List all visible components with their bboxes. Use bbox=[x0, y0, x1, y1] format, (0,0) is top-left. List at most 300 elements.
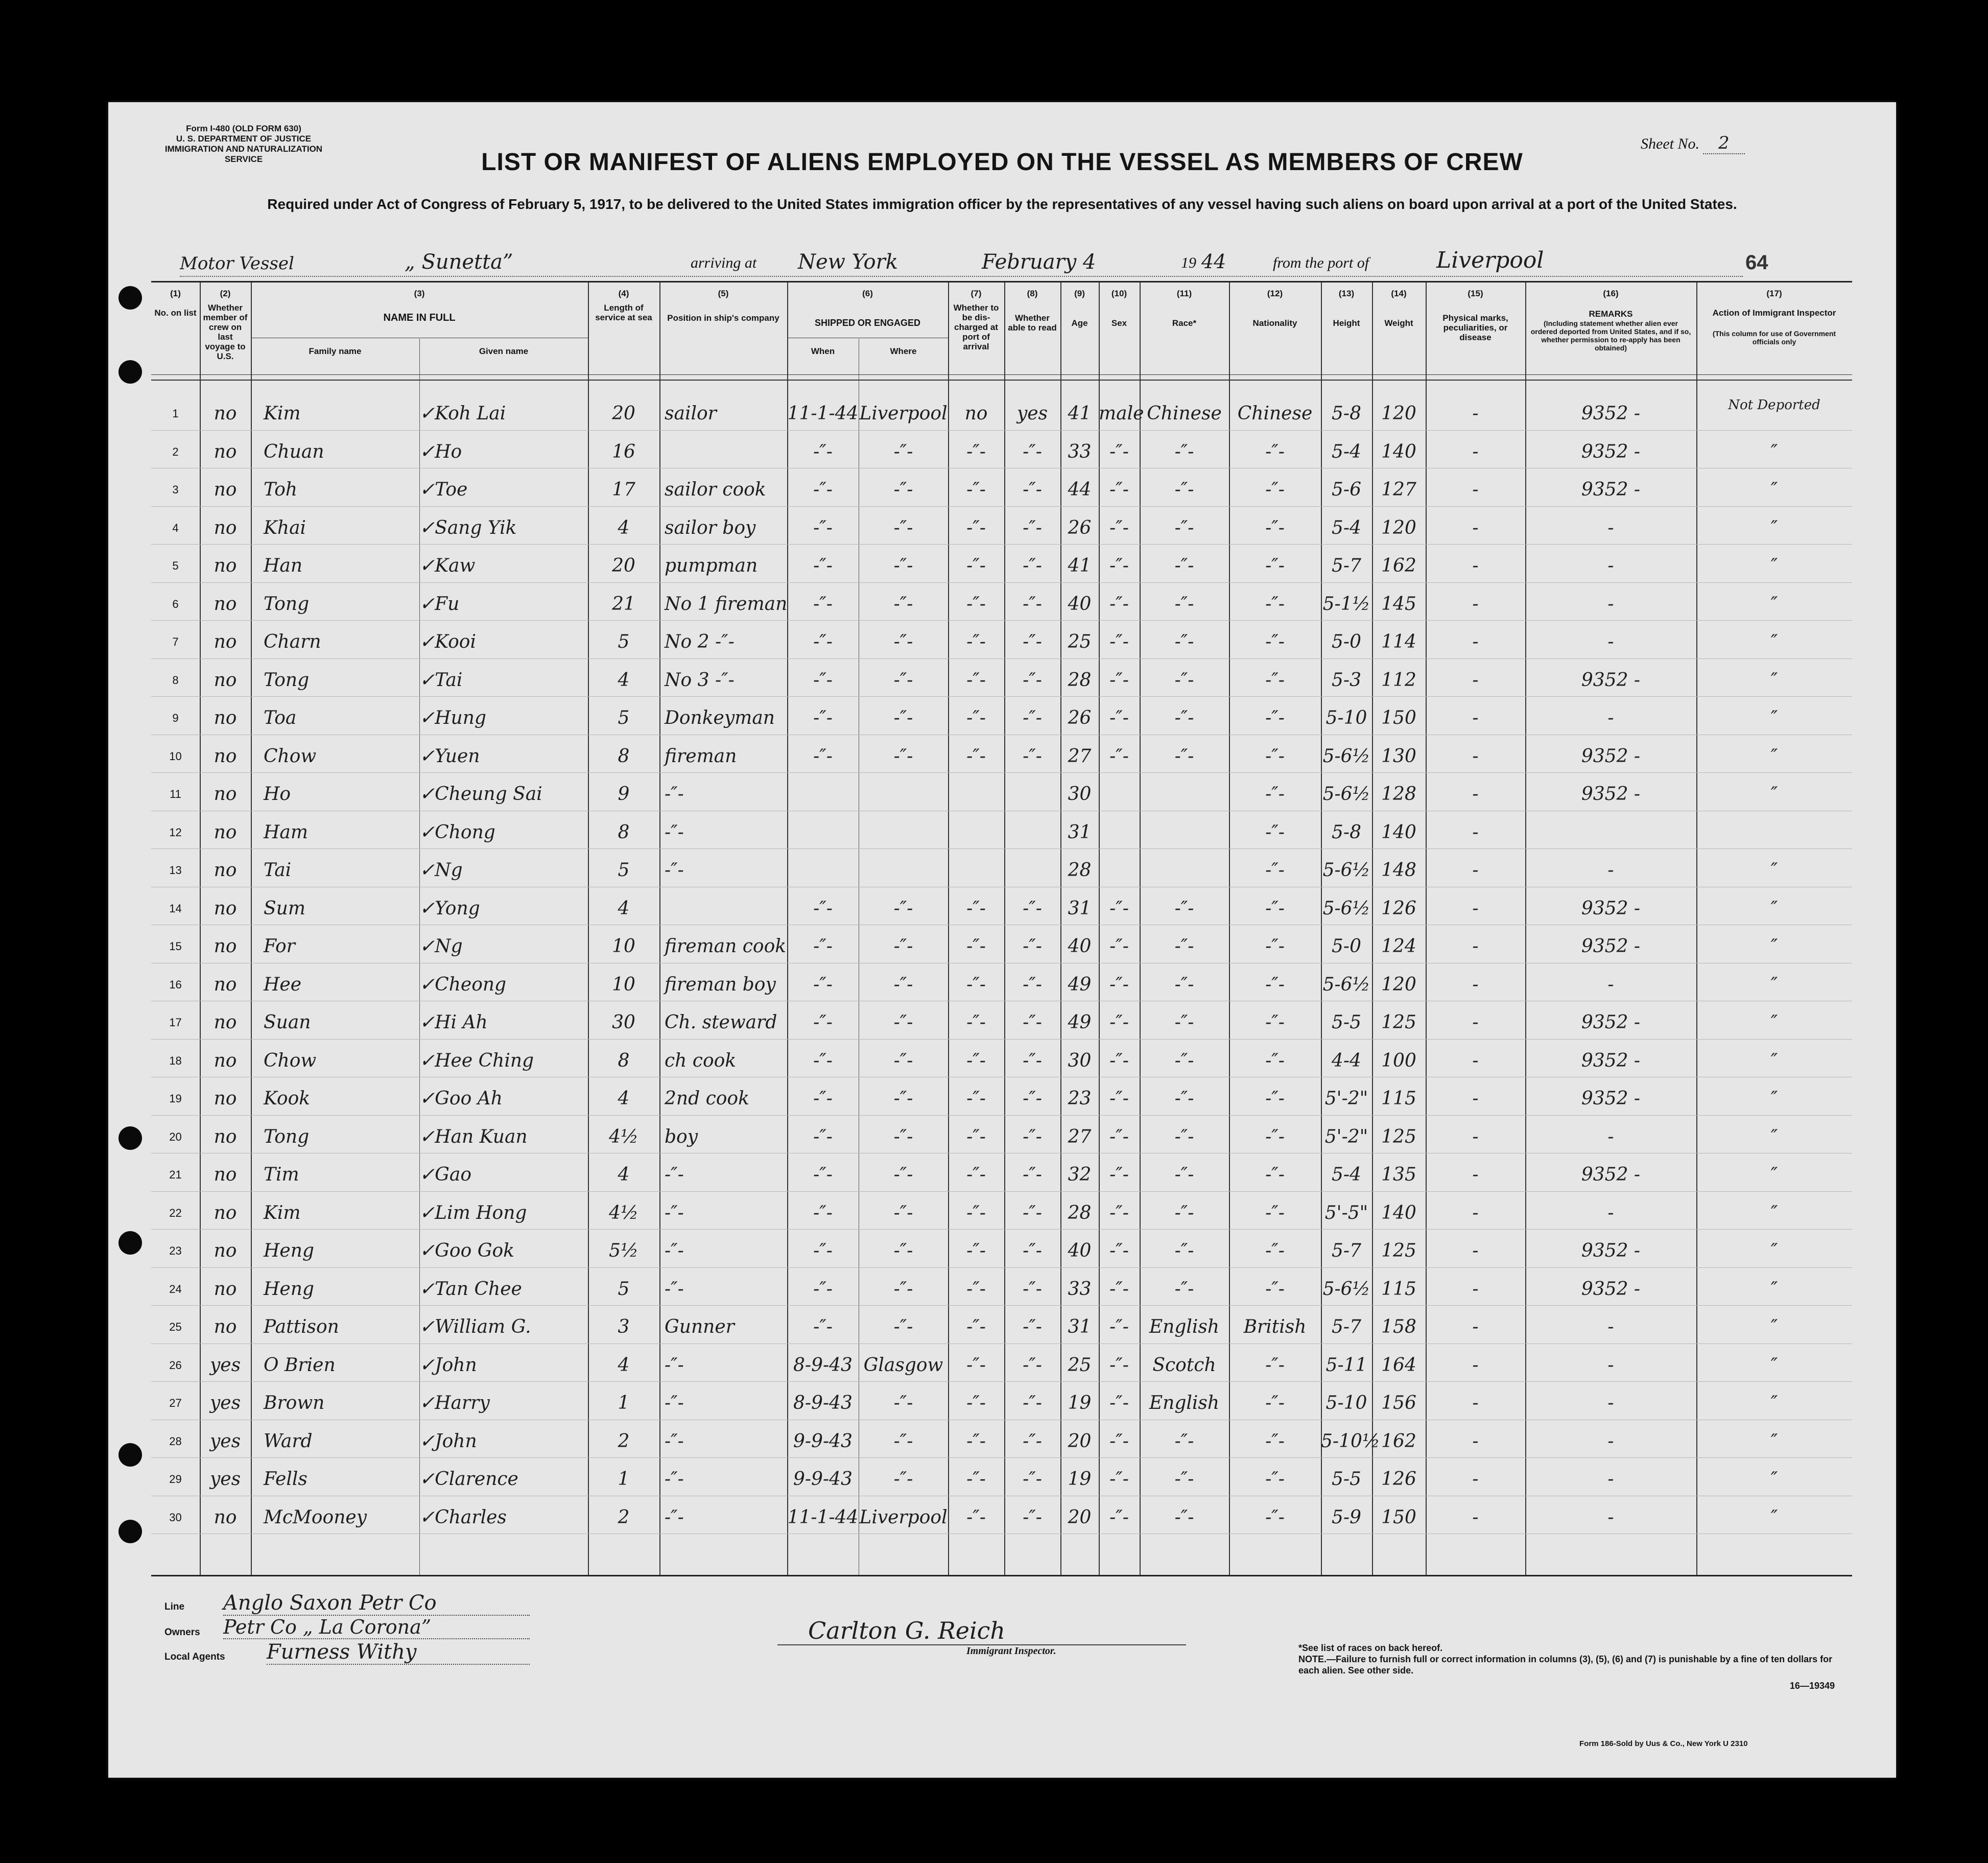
cell-given: ✓Kaw bbox=[419, 555, 476, 576]
cell-prev: no bbox=[214, 479, 237, 500]
cell-where: -″- bbox=[893, 898, 913, 919]
cell-height: 5'-5" bbox=[1324, 1202, 1368, 1223]
races-note: *See list of races on back hereof. bbox=[1298, 1643, 1443, 1653]
cell-height: 5-4 bbox=[1332, 1164, 1361, 1185]
cell-family: Heng bbox=[264, 1278, 314, 1300]
inspector-signature-block bbox=[777, 1617, 1186, 1657]
cell-nat: -″- bbox=[1265, 1354, 1285, 1376]
cell-given: ✓Kooi bbox=[419, 631, 476, 652]
cell-read: -″- bbox=[1023, 1278, 1042, 1300]
cell-marks: - bbox=[1472, 1278, 1479, 1300]
cell-sex: -″- bbox=[1109, 1164, 1129, 1185]
cell-no: 30 bbox=[169, 1511, 182, 1524]
cell-height: 5-4 bbox=[1332, 441, 1361, 462]
cell-nat: -″- bbox=[1265, 1164, 1285, 1185]
column-number: (6) bbox=[862, 289, 873, 298]
cell-marks: - bbox=[1472, 1506, 1479, 1528]
cell-weight: 112 bbox=[1381, 669, 1416, 691]
cell-when: -″- bbox=[813, 745, 833, 767]
cell-when bbox=[787, 852, 859, 889]
cell-remarks: - bbox=[1607, 517, 1614, 538]
cell-service: 1 bbox=[618, 1469, 630, 1490]
cell-read: -″- bbox=[1023, 669, 1042, 691]
cell-age: 33 bbox=[1068, 1278, 1092, 1300]
table-row bbox=[151, 852, 1852, 890]
cell-where: -″- bbox=[893, 1278, 913, 1300]
table-row bbox=[151, 395, 1852, 433]
cell-marks: - bbox=[1472, 784, 1479, 805]
cell-race: Chinese bbox=[1147, 403, 1222, 424]
table-row bbox=[151, 1423, 1852, 1461]
header-discharged: Whether to be dis-charged at port of arrival bbox=[953, 303, 999, 351]
cell-height: 5-7 bbox=[1332, 1240, 1361, 1261]
cell-action: ″ bbox=[1770, 441, 1778, 462]
cell-nat: -″- bbox=[1265, 669, 1285, 691]
cell-marks: - bbox=[1472, 936, 1479, 957]
cell-action: ″ bbox=[1770, 1393, 1778, 1413]
cell-prev: no bbox=[214, 745, 237, 767]
cell-disch: -″- bbox=[966, 441, 986, 462]
table-row bbox=[151, 966, 1852, 1004]
line-value: Anglo Saxon Petr Co bbox=[223, 1591, 530, 1616]
cell-disch bbox=[948, 852, 1004, 889]
cell-age: 26 bbox=[1068, 708, 1092, 728]
cell-read: -″- bbox=[1023, 1012, 1042, 1033]
cell-height: 5-6 bbox=[1332, 479, 1361, 500]
sheet-number: 2 bbox=[1703, 133, 1745, 154]
cell-race: -″- bbox=[1174, 936, 1194, 957]
cell-race: English bbox=[1149, 1316, 1220, 1337]
cell-marks: - bbox=[1472, 1126, 1479, 1147]
column-number: (14) bbox=[1391, 289, 1407, 298]
cell-sex bbox=[1099, 814, 1140, 852]
cell-action: ″ bbox=[1770, 936, 1778, 957]
cell-action: ″ bbox=[1770, 669, 1778, 691]
cell-sex: -″- bbox=[1109, 441, 1129, 462]
cell-service: 5 bbox=[618, 1278, 630, 1300]
cell-height: 5-10 bbox=[1326, 1393, 1367, 1413]
cell-when: -″- bbox=[813, 1240, 833, 1261]
cell-nat: -″- bbox=[1265, 517, 1285, 538]
cell-height: 5-3 bbox=[1332, 669, 1361, 691]
header-age: Age bbox=[1071, 318, 1088, 328]
cell-race: -″- bbox=[1174, 1164, 1194, 1185]
cell-service: 4 bbox=[618, 898, 630, 919]
cell-when: -″- bbox=[813, 631, 833, 652]
cell-remarks: 9352 - bbox=[1581, 1088, 1641, 1109]
cell-action: ″ bbox=[1770, 517, 1778, 538]
header-height: Height bbox=[1333, 318, 1360, 328]
cell-height: 5-6½ bbox=[1322, 898, 1370, 919]
cell-sex: -″- bbox=[1109, 936, 1129, 957]
cell-remarks: - bbox=[1607, 1469, 1614, 1490]
cell-height: 5-10 bbox=[1326, 708, 1367, 728]
cell-height: 5-6½ bbox=[1322, 974, 1370, 995]
cell-when: -″- bbox=[813, 593, 833, 615]
cell-no: 29 bbox=[169, 1473, 182, 1485]
cell-age: 31 bbox=[1068, 898, 1092, 919]
cell-when: -″- bbox=[813, 936, 833, 957]
cell-marks: - bbox=[1472, 1050, 1479, 1071]
cell-age: 25 bbox=[1068, 631, 1092, 652]
cell-nat: -″- bbox=[1265, 936, 1285, 957]
arriving-at-port: New York bbox=[798, 250, 898, 274]
cell-race: Scotch bbox=[1152, 1354, 1216, 1376]
manifest-sheet bbox=[108, 102, 1896, 1778]
year-prefix: 19 bbox=[1181, 254, 1196, 271]
cell-read: -″- bbox=[1023, 631, 1042, 652]
cell-action: ″ bbox=[1770, 479, 1778, 500]
cell-height: 5-6½ bbox=[1322, 1278, 1370, 1300]
header-prev-voyage: Whether member of crew on last voyage to U.S. bbox=[203, 303, 248, 361]
cell-position: -″- bbox=[665, 821, 684, 843]
column-number: (1) bbox=[170, 289, 181, 298]
cell-read: -″- bbox=[1023, 1050, 1042, 1071]
cell-action: ″ bbox=[1770, 1126, 1778, 1147]
binder-hole bbox=[119, 286, 142, 310]
cell-action: ″ bbox=[1770, 745, 1778, 767]
cell-remarks bbox=[1525, 814, 1696, 852]
cell-read: -″- bbox=[1023, 1126, 1042, 1147]
header-action-note: (This column for use of Government officials only bbox=[1712, 329, 1836, 346]
cell-no: 12 bbox=[169, 826, 182, 839]
cell-height: 5-10½ bbox=[1321, 1430, 1380, 1452]
cell-action: ″ bbox=[1770, 1469, 1778, 1490]
cell-when: -″- bbox=[813, 517, 833, 538]
cell-read: -″- bbox=[1023, 1316, 1042, 1337]
cell-read: -″- bbox=[1023, 745, 1042, 767]
cell-age: 41 bbox=[1068, 555, 1092, 576]
cell-read: yes bbox=[1016, 403, 1048, 424]
cell-marks: - bbox=[1472, 821, 1479, 843]
cell-weight: 120 bbox=[1381, 403, 1416, 424]
cell-disch bbox=[948, 775, 1004, 813]
cell-where: -″- bbox=[893, 1126, 913, 1147]
cell-read: -″- bbox=[1023, 708, 1042, 728]
cell-sex: -″- bbox=[1109, 745, 1129, 767]
cell-service: 4 bbox=[618, 1088, 630, 1109]
cell-sex: -″- bbox=[1109, 1316, 1129, 1337]
cell-remarks: - bbox=[1607, 1430, 1614, 1452]
cell-height: 5-6½ bbox=[1322, 784, 1370, 805]
cell-race: -″- bbox=[1174, 555, 1194, 576]
cell-weight: 145 bbox=[1381, 593, 1416, 615]
cell-height: 5-9 bbox=[1332, 1506, 1361, 1528]
cell-nat: -″- bbox=[1265, 1126, 1285, 1147]
cell-race: -″- bbox=[1174, 1012, 1194, 1033]
cell-disch bbox=[948, 814, 1004, 852]
cell-marks: - bbox=[1472, 555, 1479, 576]
cell-where: -″- bbox=[893, 441, 913, 462]
cell-sex: -″- bbox=[1109, 479, 1129, 500]
cell-age: 30 bbox=[1068, 784, 1092, 805]
cell-position: sailor cook bbox=[665, 479, 766, 500]
table-row bbox=[151, 1460, 1852, 1499]
cell-remarks: 9352 - bbox=[1581, 1240, 1641, 1261]
cell-age: 20 bbox=[1068, 1506, 1092, 1528]
cell-action: ″ bbox=[1770, 1202, 1778, 1223]
cell-position: -″- bbox=[665, 1469, 684, 1490]
cell-position: -″- bbox=[665, 1240, 684, 1261]
cell-family: Han bbox=[264, 555, 303, 576]
cell-service: 5½ bbox=[609, 1240, 638, 1261]
cell-when: -″- bbox=[813, 441, 833, 462]
cell-family: Chow bbox=[264, 1050, 317, 1071]
cell-family: Tim bbox=[264, 1164, 299, 1185]
cell-age: 20 bbox=[1068, 1430, 1092, 1452]
cell-age: 23 bbox=[1068, 1088, 1092, 1109]
cell-service: 4 bbox=[618, 669, 630, 691]
cell-service: 5 bbox=[618, 860, 630, 881]
cell-read: -″- bbox=[1023, 1088, 1042, 1109]
header-position: Position in ship's company bbox=[667, 313, 779, 323]
cell-height: 5'-2" bbox=[1324, 1088, 1368, 1109]
cell-weight: 115 bbox=[1381, 1278, 1416, 1300]
header-rule bbox=[151, 380, 1852, 381]
cell-prev: no bbox=[214, 631, 237, 652]
cell-action: ″ bbox=[1770, 1088, 1778, 1109]
cell-service: 4 bbox=[618, 1354, 630, 1376]
table-row bbox=[151, 1004, 1852, 1042]
cell-age: 31 bbox=[1068, 1316, 1092, 1337]
cell-weight: 125 bbox=[1381, 1126, 1416, 1147]
cell-race bbox=[1140, 814, 1229, 852]
cell-where: -″- bbox=[893, 1202, 913, 1223]
cell-age: 19 bbox=[1068, 1469, 1092, 1490]
cell-disch: -″- bbox=[966, 745, 986, 767]
cell-where: -″- bbox=[893, 517, 913, 538]
cell-where: -″- bbox=[893, 974, 913, 995]
cell-where: -″- bbox=[893, 593, 913, 615]
cell-given: ✓Fu bbox=[419, 593, 460, 615]
cell-where bbox=[859, 814, 948, 852]
cell-age: 25 bbox=[1068, 1354, 1092, 1376]
cell-service: 20 bbox=[612, 555, 635, 576]
column-number: (9) bbox=[1074, 289, 1085, 298]
cell-nat: -″- bbox=[1265, 1202, 1285, 1223]
cell-age: 40 bbox=[1068, 593, 1092, 615]
cell-family: Kim bbox=[264, 403, 301, 424]
cell-read bbox=[1004, 852, 1060, 889]
cell-weight: 150 bbox=[1381, 708, 1416, 728]
service: IMMIGRATION AND NATURALIZATION SERVICE bbox=[164, 144, 323, 164]
cell-given: ✓Hung bbox=[419, 708, 486, 728]
cell-no: 17 bbox=[169, 1016, 182, 1029]
cell-no: 14 bbox=[169, 902, 182, 915]
cell-when bbox=[787, 775, 859, 813]
cell-action: ″ bbox=[1770, 784, 1778, 805]
cell-race: -″- bbox=[1174, 1240, 1194, 1261]
cell-race: -″- bbox=[1174, 745, 1194, 767]
cell-where: -″- bbox=[893, 1316, 913, 1337]
cell-family: Toh bbox=[264, 479, 298, 500]
cell-remarks: 9352 - bbox=[1581, 441, 1641, 462]
cell-no: 21 bbox=[169, 1168, 182, 1181]
cell-read bbox=[1004, 814, 1060, 852]
cell-service: 10 bbox=[612, 974, 635, 995]
cell-sex: -″- bbox=[1109, 1012, 1129, 1033]
printer-imprint: Form 186-Sold by Uus & Co., New York U 2310 bbox=[1579, 1739, 1748, 1748]
table-row bbox=[151, 1499, 1852, 1537]
table-row bbox=[151, 1156, 1852, 1194]
cell-service: 5 bbox=[618, 708, 630, 728]
penalty-note: NOTE.—Failure to furnish full or correct information in columns (3), (5), (6) and (7) is punishable by a fine of ten dollars for each alien. See other side. bbox=[1298, 1654, 1833, 1676]
cell-when bbox=[787, 814, 859, 852]
cell-remarks: - bbox=[1607, 1126, 1614, 1147]
vessel-line bbox=[180, 247, 1743, 277]
cell-remarks: - bbox=[1607, 631, 1614, 652]
cell-position: -″- bbox=[665, 1430, 684, 1452]
cell-disch: -″- bbox=[966, 555, 986, 576]
cell-position: Ch. steward bbox=[665, 1012, 777, 1033]
cell-disch: -″- bbox=[966, 1012, 986, 1033]
cell-race: -″- bbox=[1174, 1469, 1194, 1490]
cell-service: 4½ bbox=[609, 1202, 638, 1223]
cell-sex: -″- bbox=[1109, 1050, 1129, 1071]
cell-where: -″- bbox=[893, 1088, 913, 1109]
cell-disch: -″- bbox=[966, 593, 986, 615]
cell-position bbox=[659, 890, 792, 928]
cell-disch: -″- bbox=[966, 1202, 986, 1223]
cell-prev: no bbox=[214, 898, 237, 919]
cell-where: -″- bbox=[893, 1469, 913, 1490]
cell-weight: 164 bbox=[1381, 1354, 1416, 1376]
cell-marks: - bbox=[1472, 1164, 1479, 1185]
cell-sex: -″- bbox=[1109, 669, 1129, 691]
cell-read: -″- bbox=[1023, 441, 1042, 462]
cell-sex: -″- bbox=[1109, 974, 1129, 995]
table-row bbox=[151, 547, 1852, 585]
cell-race: English bbox=[1149, 1393, 1220, 1413]
cell-when: -″- bbox=[813, 1316, 833, 1337]
cell-position: fireman boy bbox=[665, 974, 776, 995]
cell-disch: -″- bbox=[966, 1240, 986, 1261]
cell-given: ✓William G. bbox=[419, 1316, 531, 1337]
cell-family: Tong bbox=[264, 1126, 310, 1147]
cell-sex: -″- bbox=[1109, 1354, 1129, 1376]
cell-weight: 140 bbox=[1381, 441, 1416, 462]
crew-manifest-table bbox=[151, 281, 1852, 1576]
cell-action: ″ bbox=[1770, 1050, 1778, 1071]
cell-remarks: - bbox=[1607, 974, 1614, 995]
cell-height: 5-8 bbox=[1332, 403, 1361, 424]
cell-when: -″- bbox=[813, 898, 833, 919]
cell-position: Donkeyman bbox=[665, 708, 775, 728]
cell-service: 30 bbox=[612, 1012, 635, 1033]
cell-nat: -″- bbox=[1265, 1050, 1285, 1071]
cell-no: 18 bbox=[169, 1054, 182, 1067]
cell-marks: - bbox=[1472, 403, 1479, 424]
cell-given: ✓Toe bbox=[419, 479, 468, 500]
cell-disch: no bbox=[964, 403, 988, 424]
cell-where: -″- bbox=[893, 1430, 913, 1452]
cell-sex: -″- bbox=[1109, 708, 1129, 728]
cell-weight: 156 bbox=[1381, 1393, 1416, 1413]
cell-no: 28 bbox=[169, 1434, 182, 1448]
column-number: (8) bbox=[1027, 289, 1038, 298]
table-row bbox=[151, 1232, 1852, 1270]
cell-race: -″- bbox=[1174, 974, 1194, 995]
cell-where bbox=[859, 775, 948, 813]
cell-given: ✓Cheung Sai bbox=[419, 784, 542, 805]
cell-height: 5-7 bbox=[1332, 1316, 1361, 1337]
table-row bbox=[151, 1080, 1852, 1118]
cell-prev: no bbox=[214, 555, 237, 576]
cell-family: Toa bbox=[264, 708, 297, 728]
cell-read: -″- bbox=[1023, 1164, 1042, 1185]
cell-given: ✓Ng bbox=[419, 936, 463, 957]
sheet-label: Sheet No. bbox=[1641, 135, 1699, 152]
table-row bbox=[151, 1308, 1852, 1347]
cell-disch: -″- bbox=[966, 517, 986, 538]
cell-race: -″- bbox=[1174, 708, 1194, 728]
cell-no: 26 bbox=[169, 1358, 182, 1372]
cell-when: -″- bbox=[813, 1164, 833, 1185]
cell-age: 28 bbox=[1068, 860, 1092, 881]
cell-nat: -″- bbox=[1265, 708, 1285, 728]
cell-race: -″- bbox=[1174, 1126, 1194, 1147]
cell-family: Suan bbox=[264, 1012, 311, 1033]
cell-no: 27 bbox=[169, 1397, 182, 1409]
cell-no: 7 bbox=[172, 635, 179, 648]
cell-marks: - bbox=[1472, 669, 1479, 691]
binder-hole bbox=[119, 1443, 142, 1467]
table-row bbox=[151, 699, 1852, 738]
cell-where: -″- bbox=[893, 1393, 913, 1413]
header-nationality: Nationality bbox=[1252, 318, 1297, 328]
cell-age: 49 bbox=[1068, 1012, 1092, 1033]
cell-position: fireman bbox=[665, 745, 737, 767]
cell-sex: male bbox=[1099, 403, 1144, 424]
cell-prev: no bbox=[214, 669, 237, 691]
cell-no: 20 bbox=[169, 1130, 182, 1143]
table-row bbox=[151, 585, 1852, 624]
table-row bbox=[151, 433, 1852, 471]
cell-service: 8 bbox=[618, 745, 630, 767]
cell-nat: -″- bbox=[1265, 745, 1285, 767]
inspector-signature: Carlton G. Reich bbox=[777, 1617, 1186, 1645]
binder-hole bbox=[119, 1231, 142, 1255]
cell-weight: 162 bbox=[1381, 1430, 1416, 1452]
cell-sex: -″- bbox=[1109, 517, 1129, 538]
cell-position bbox=[659, 433, 792, 471]
owners-value: Petr Co „ La Corona” bbox=[223, 1616, 530, 1639]
cell-read: -″- bbox=[1023, 1354, 1042, 1376]
cell-when: -″- bbox=[813, 1050, 833, 1071]
cell-position: sailor boy bbox=[665, 517, 756, 538]
cell-family: Ward bbox=[264, 1430, 313, 1452]
cell-disch: -″- bbox=[966, 1278, 986, 1300]
cell-service: 9 bbox=[618, 784, 630, 805]
cell-prev: no bbox=[214, 403, 237, 424]
cell-age: 40 bbox=[1068, 936, 1092, 957]
cell-height: 5-1½ bbox=[1322, 593, 1370, 615]
cell-height: 5-11 bbox=[1326, 1354, 1367, 1376]
cell-family: Tong bbox=[264, 669, 310, 691]
cell-read: -″- bbox=[1023, 517, 1042, 538]
cell-family: Tai bbox=[264, 860, 292, 881]
agents-label: Local Agents bbox=[164, 1652, 225, 1662]
cell-where: -″- bbox=[893, 708, 913, 728]
cell-nat: -″- bbox=[1265, 784, 1285, 805]
cell-position: -″- bbox=[665, 1164, 684, 1185]
cell-where: Liverpool bbox=[859, 403, 948, 424]
cell-position: Gunner bbox=[665, 1316, 735, 1337]
cell-family: Brown bbox=[264, 1393, 325, 1413]
cell-family: McMooney bbox=[264, 1506, 367, 1528]
cell-weight: 100 bbox=[1381, 1050, 1416, 1071]
cell-when: -″- bbox=[813, 1012, 833, 1033]
